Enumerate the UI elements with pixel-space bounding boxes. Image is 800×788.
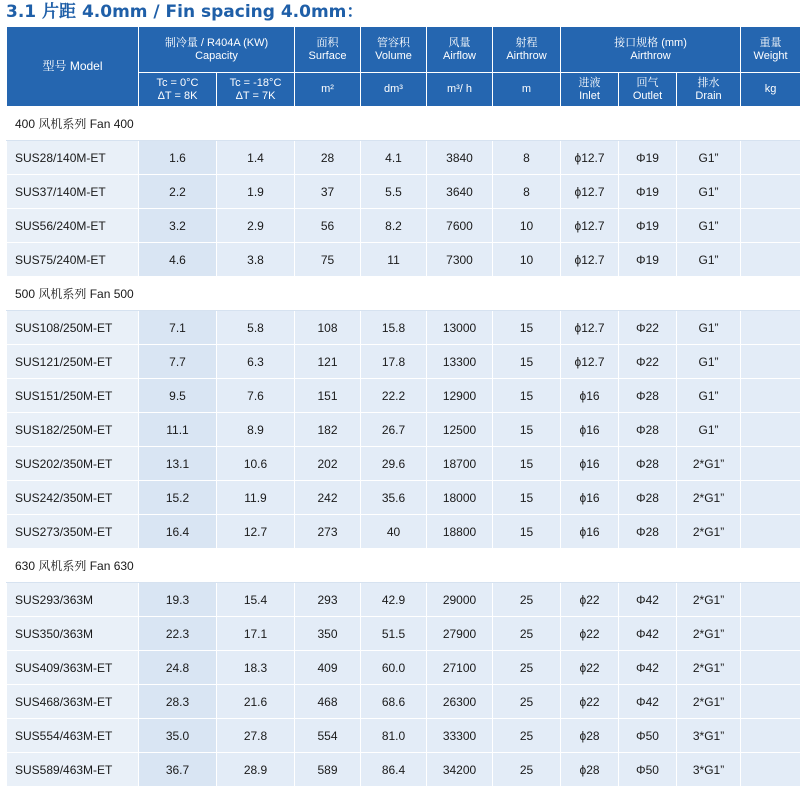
cell-inlet: ϕ22 bbox=[561, 685, 619, 719]
cell-surface: 202 bbox=[295, 447, 361, 481]
cell-inlet: ϕ12.7 bbox=[561, 243, 619, 277]
cell-weight bbox=[741, 651, 800, 685]
cell-surface: 75 bbox=[295, 243, 361, 277]
cell-model: SUS273/350M-ET bbox=[7, 515, 139, 549]
header-airflow-cn: 风量 bbox=[448, 36, 471, 49]
cell-airflow: 13300 bbox=[427, 345, 493, 379]
cell-model: SUS409/363M-ET bbox=[7, 651, 139, 685]
cell-airthrow: 10 bbox=[493, 243, 561, 277]
cell-surface: 293 bbox=[295, 583, 361, 617]
cell-inlet: ϕ12.7 bbox=[561, 141, 619, 175]
cell-outlet: Φ28 bbox=[619, 481, 677, 515]
header-airflow-unit: m³/ h bbox=[427, 73, 493, 107]
cell-weight bbox=[741, 481, 800, 515]
cell-drain: G1” bbox=[677, 141, 741, 175]
cell-volume: 8.2 bbox=[361, 209, 427, 243]
cell-airthrow: 15 bbox=[493, 311, 561, 345]
cell-volume: 17.8 bbox=[361, 345, 427, 379]
cell-capacity-tc-18: 5.8 bbox=[217, 311, 295, 345]
cell-weight bbox=[741, 175, 800, 209]
cell-capacity-tc-18: 12.7 bbox=[217, 515, 295, 549]
cell-drain: G1” bbox=[677, 413, 741, 447]
table-row bbox=[7, 175, 800, 209]
header-connection-en: Airthrow bbox=[630, 49, 671, 62]
cell-surface: 121 bbox=[295, 345, 361, 379]
cell-airthrow: 15 bbox=[493, 379, 561, 413]
cell-model: SUS108/250M-ET bbox=[7, 311, 139, 345]
cell-surface: 37 bbox=[295, 175, 361, 209]
cell-airflow: 3840 bbox=[427, 141, 493, 175]
table-row bbox=[7, 413, 800, 447]
cell-capacity-tc-18: 6.3 bbox=[217, 345, 295, 379]
cell-outlet: Φ19 bbox=[619, 243, 677, 277]
header-tc-minus18 bbox=[217, 73, 295, 107]
cell-capacity-tc0: 22.3 bbox=[139, 617, 217, 651]
cell-volume: 15.8 bbox=[361, 311, 427, 345]
group-row bbox=[7, 107, 800, 141]
header-weight-en: Weight bbox=[753, 49, 788, 62]
header-volume-cn: 管容积 bbox=[377, 36, 411, 49]
cell-airthrow: 15 bbox=[493, 413, 561, 447]
cell-outlet: Φ42 bbox=[619, 617, 677, 651]
cell-volume: 60.0 bbox=[361, 651, 427, 685]
cell-outlet: Φ42 bbox=[619, 651, 677, 685]
cell-airthrow: 25 bbox=[493, 583, 561, 617]
header-airflow bbox=[427, 27, 493, 73]
cell-surface: 28 bbox=[295, 141, 361, 175]
cell-volume: 11 bbox=[361, 243, 427, 277]
cell-capacity-tc-18: 2.9 bbox=[217, 209, 295, 243]
cell-outlet: Φ19 bbox=[619, 175, 677, 209]
cell-outlet: Φ22 bbox=[619, 345, 677, 379]
cell-airflow: 18000 bbox=[427, 481, 493, 515]
table-row bbox=[7, 515, 800, 549]
cell-capacity-tc-18: 18.3 bbox=[217, 651, 295, 685]
cell-capacity-tc-18: 7.6 bbox=[217, 379, 295, 413]
group-label: 500 风机系列 Fan 500 bbox=[7, 277, 800, 311]
cell-drain: 2*G1” bbox=[677, 515, 741, 549]
cell-volume: 42.9 bbox=[361, 583, 427, 617]
cell-weight bbox=[741, 719, 800, 753]
cell-capacity-tc0: 13.1 bbox=[139, 447, 217, 481]
cell-inlet: ϕ22 bbox=[561, 617, 619, 651]
cell-airthrow: 15 bbox=[493, 481, 561, 515]
cell-model: SUS350/363M bbox=[7, 617, 139, 651]
cell-outlet: Φ42 bbox=[619, 583, 677, 617]
cell-weight bbox=[741, 617, 800, 651]
cell-airflow: 26300 bbox=[427, 685, 493, 719]
cell-model: SUS242/350M-ET bbox=[7, 481, 139, 515]
header-capacity-en: Capacity bbox=[195, 49, 238, 62]
cell-model: SUS293/363M bbox=[7, 583, 139, 617]
cell-surface: 108 bbox=[295, 311, 361, 345]
cell-capacity-tc0: 15.2 bbox=[139, 481, 217, 515]
header-connection-cn: 接口规格 (mm) bbox=[614, 36, 687, 49]
cell-inlet: ϕ16 bbox=[561, 447, 619, 481]
header-airflow-en: Airflow bbox=[443, 49, 477, 62]
table-row bbox=[7, 481, 800, 515]
cell-model: SUS121/250M-ET bbox=[7, 345, 139, 379]
cell-drain: G1” bbox=[677, 209, 741, 243]
cell-model: SUS468/363M-ET bbox=[7, 685, 139, 719]
cell-capacity-tc0: 19.3 bbox=[139, 583, 217, 617]
cell-weight bbox=[741, 583, 800, 617]
cell-outlet: Φ28 bbox=[619, 379, 677, 413]
cell-weight bbox=[741, 447, 800, 481]
cell-capacity-tc0: 16.4 bbox=[139, 515, 217, 549]
cell-airthrow: 10 bbox=[493, 209, 561, 243]
header-surface-cn: 面积 bbox=[316, 36, 339, 49]
cell-model: SUS56/240M-ET bbox=[7, 209, 139, 243]
header-airthrow bbox=[493, 27, 561, 73]
page-title: 3.1 片距 4.0mm / Fin spacing 4.0mm： bbox=[6, 2, 364, 22]
cell-weight bbox=[741, 685, 800, 719]
header-tc-0-line2: ΔT = 8K bbox=[157, 89, 198, 102]
cell-volume: 86.4 bbox=[361, 753, 427, 787]
table-row bbox=[7, 753, 800, 787]
cell-capacity-tc-18: 15.4 bbox=[217, 583, 295, 617]
table-row bbox=[7, 209, 800, 243]
cell-weight bbox=[741, 243, 800, 277]
header-tc-minus18-line2: ΔT = 7K bbox=[235, 89, 276, 102]
cell-drain: 2*G1” bbox=[677, 685, 741, 719]
cell-airthrow: 25 bbox=[493, 651, 561, 685]
header-weight bbox=[741, 27, 800, 73]
cell-inlet: ϕ16 bbox=[561, 379, 619, 413]
header-outlet bbox=[619, 73, 677, 107]
cell-capacity-tc0: 11.1 bbox=[139, 413, 217, 447]
cell-outlet: Φ42 bbox=[619, 685, 677, 719]
cell-airflow: 27900 bbox=[427, 617, 493, 651]
cell-drain: 2*G1” bbox=[677, 617, 741, 651]
cell-capacity-tc0: 36.7 bbox=[139, 753, 217, 787]
cell-drain: G1” bbox=[677, 243, 741, 277]
cell-inlet: ϕ12.7 bbox=[561, 311, 619, 345]
cell-capacity-tc-18: 3.8 bbox=[217, 243, 295, 277]
group-label: 400 风机系列 Fan 400 bbox=[7, 107, 800, 141]
cell-capacity-tc0: 4.6 bbox=[139, 243, 217, 277]
cell-drain: G1” bbox=[677, 379, 741, 413]
header-inlet-en: Inlet bbox=[579, 89, 600, 102]
header-outlet-cn: 回气 bbox=[636, 76, 659, 89]
cell-airflow: 12500 bbox=[427, 413, 493, 447]
cell-weight bbox=[741, 753, 800, 787]
cell-airthrow: 25 bbox=[493, 617, 561, 651]
cell-capacity-tc0: 35.0 bbox=[139, 719, 217, 753]
table-row bbox=[7, 719, 800, 753]
cell-airflow: 7600 bbox=[427, 209, 493, 243]
cell-volume: 51.5 bbox=[361, 617, 427, 651]
cell-outlet: Φ50 bbox=[619, 753, 677, 787]
cell-capacity-tc-18: 27.8 bbox=[217, 719, 295, 753]
header-capacity-cn: 制冷量 / R404A (KW) bbox=[164, 36, 269, 49]
cell-volume: 68.6 bbox=[361, 685, 427, 719]
cell-airthrow: 25 bbox=[493, 753, 561, 787]
header-drain bbox=[677, 73, 741, 107]
cell-volume: 35.6 bbox=[361, 481, 427, 515]
cell-capacity-tc-18: 8.9 bbox=[217, 413, 295, 447]
header-tc-0-line1: Tc = 0°C bbox=[156, 76, 199, 89]
cell-model: SUS28/140M-ET bbox=[7, 141, 139, 175]
cell-airflow: 12900 bbox=[427, 379, 493, 413]
header-drain-cn: 排水 bbox=[697, 76, 720, 89]
cell-capacity-tc-18: 17.1 bbox=[217, 617, 295, 651]
cell-inlet: ϕ12.7 bbox=[561, 345, 619, 379]
header-weight-unit: kg bbox=[741, 73, 800, 107]
cell-drain: 3*G1” bbox=[677, 719, 741, 753]
cell-airthrow: 15 bbox=[493, 515, 561, 549]
header-airthrow-unit: m bbox=[493, 73, 561, 107]
cell-airflow: 18700 bbox=[427, 447, 493, 481]
cell-drain: 2*G1” bbox=[677, 583, 741, 617]
header-model: 型号 Model bbox=[7, 27, 139, 107]
cell-outlet: Φ28 bbox=[619, 413, 677, 447]
cell-capacity-tc0: 3.2 bbox=[139, 209, 217, 243]
cell-capacity-tc-18: 1.4 bbox=[217, 141, 295, 175]
header-airthrow-cn: 射程 bbox=[515, 36, 538, 49]
header-inlet-cn: 进液 bbox=[578, 76, 601, 89]
header-surface bbox=[295, 27, 361, 73]
cell-airflow: 27100 bbox=[427, 651, 493, 685]
table-row bbox=[7, 583, 800, 617]
cell-airflow: 18800 bbox=[427, 515, 493, 549]
table-row bbox=[7, 685, 800, 719]
cell-airflow: 7300 bbox=[427, 243, 493, 277]
cell-capacity-tc-18: 10.6 bbox=[217, 447, 295, 481]
cell-outlet: Φ19 bbox=[619, 141, 677, 175]
table-row bbox=[7, 243, 800, 277]
cell-capacity-tc0: 7.1 bbox=[139, 311, 217, 345]
cell-volume: 40 bbox=[361, 515, 427, 549]
cell-model: SUS554/463M-ET bbox=[7, 719, 139, 753]
cell-inlet: ϕ16 bbox=[561, 481, 619, 515]
header-volume bbox=[361, 27, 427, 73]
cell-inlet: ϕ28 bbox=[561, 753, 619, 787]
header-outlet-en: Outlet bbox=[632, 89, 663, 102]
cell-outlet: Φ22 bbox=[619, 311, 677, 345]
cell-inlet: ϕ22 bbox=[561, 583, 619, 617]
table-row bbox=[7, 379, 800, 413]
cell-outlet: Φ28 bbox=[619, 515, 677, 549]
table-row bbox=[7, 311, 800, 345]
cell-volume: 22.2 bbox=[361, 379, 427, 413]
cell-surface: 468 bbox=[295, 685, 361, 719]
cell-model: SUS202/350M-ET bbox=[7, 447, 139, 481]
cell-capacity-tc0: 24.8 bbox=[139, 651, 217, 685]
cell-capacity-tc-18: 1.9 bbox=[217, 175, 295, 209]
cell-model: SUS182/250M-ET bbox=[7, 413, 139, 447]
cell-surface: 242 bbox=[295, 481, 361, 515]
header-airthrow-en: Airthrow bbox=[506, 49, 547, 62]
cell-capacity-tc0: 7.7 bbox=[139, 345, 217, 379]
cell-capacity-tc0: 9.5 bbox=[139, 379, 217, 413]
cell-airflow: 34200 bbox=[427, 753, 493, 787]
cell-inlet: ϕ12.7 bbox=[561, 209, 619, 243]
cell-weight bbox=[741, 413, 800, 447]
cell-model: SUS589/463M-ET bbox=[7, 753, 139, 787]
cell-capacity-tc-18: 11.9 bbox=[217, 481, 295, 515]
cell-airthrow: 25 bbox=[493, 719, 561, 753]
table-row bbox=[7, 345, 800, 379]
header-tc-0 bbox=[139, 73, 217, 107]
cell-surface: 589 bbox=[295, 753, 361, 787]
cell-capacity-tc-18: 28.9 bbox=[217, 753, 295, 787]
cell-drain: G1” bbox=[677, 311, 741, 345]
cell-drain: G1” bbox=[677, 175, 741, 209]
cell-inlet: ϕ28 bbox=[561, 719, 619, 753]
header-weight-cn: 重量 bbox=[759, 36, 782, 49]
cell-capacity-tc0: 1.6 bbox=[139, 141, 217, 175]
cell-outlet: Φ50 bbox=[619, 719, 677, 753]
cell-airflow: 29000 bbox=[427, 583, 493, 617]
cell-drain: 3*G1” bbox=[677, 753, 741, 787]
cell-volume: 5.5 bbox=[361, 175, 427, 209]
header-volume-unit: dm³ bbox=[361, 73, 427, 107]
cell-airflow: 13000 bbox=[427, 311, 493, 345]
cell-model: SUS37/140M-ET bbox=[7, 175, 139, 209]
header-surface-unit: m² bbox=[295, 73, 361, 107]
table-row bbox=[7, 651, 800, 685]
cell-drain: 2*G1” bbox=[677, 481, 741, 515]
table-body bbox=[7, 107, 800, 787]
cell-outlet: Φ19 bbox=[619, 209, 677, 243]
cell-weight bbox=[741, 311, 800, 345]
header-drain-en: Drain bbox=[695, 89, 722, 102]
cell-volume: 29.6 bbox=[361, 447, 427, 481]
cell-surface: 273 bbox=[295, 515, 361, 549]
cell-capacity-tc0: 28.3 bbox=[139, 685, 217, 719]
cell-surface: 409 bbox=[295, 651, 361, 685]
cell-drain: 2*G1” bbox=[677, 651, 741, 685]
cell-inlet: ϕ16 bbox=[561, 515, 619, 549]
header-capacity bbox=[139, 27, 295, 73]
cell-weight bbox=[741, 141, 800, 175]
header-connection bbox=[561, 27, 741, 73]
cell-airflow: 3640 bbox=[427, 175, 493, 209]
spec-table bbox=[6, 26, 800, 787]
cell-surface: 56 bbox=[295, 209, 361, 243]
cell-volume: 26.7 bbox=[361, 413, 427, 447]
cell-outlet: Φ28 bbox=[619, 447, 677, 481]
cell-model: SUS75/240M-ET bbox=[7, 243, 139, 277]
cell-airthrow: 15 bbox=[493, 447, 561, 481]
table-row bbox=[7, 447, 800, 481]
cell-model: SUS151/250M-ET bbox=[7, 379, 139, 413]
table-header bbox=[7, 27, 800, 107]
cell-airthrow: 25 bbox=[493, 685, 561, 719]
header-surface-en: Surface bbox=[308, 49, 347, 62]
cell-weight bbox=[741, 515, 800, 549]
cell-inlet: ϕ22 bbox=[561, 651, 619, 685]
header-inlet bbox=[561, 73, 619, 107]
cell-capacity-tc-18: 21.6 bbox=[217, 685, 295, 719]
cell-weight bbox=[741, 209, 800, 243]
cell-volume: 81.0 bbox=[361, 719, 427, 753]
cell-drain: G1” bbox=[677, 345, 741, 379]
cell-volume: 4.1 bbox=[361, 141, 427, 175]
cell-surface: 554 bbox=[295, 719, 361, 753]
cell-airthrow: 8 bbox=[493, 141, 561, 175]
cell-surface: 182 bbox=[295, 413, 361, 447]
group-label: 630 风机系列 Fan 630 bbox=[7, 549, 800, 583]
cell-airthrow: 15 bbox=[493, 345, 561, 379]
group-row bbox=[7, 549, 800, 583]
cell-weight bbox=[741, 379, 800, 413]
cell-drain: 2*G1” bbox=[677, 447, 741, 481]
cell-capacity-tc0: 2.2 bbox=[139, 175, 217, 209]
cell-inlet: ϕ12.7 bbox=[561, 175, 619, 209]
cell-surface: 151 bbox=[295, 379, 361, 413]
cell-surface: 350 bbox=[295, 617, 361, 651]
cell-airthrow: 8 bbox=[493, 175, 561, 209]
table-row bbox=[7, 141, 800, 175]
cell-weight bbox=[741, 345, 800, 379]
header-volume-en: Volume bbox=[375, 49, 412, 62]
cell-inlet: ϕ16 bbox=[561, 413, 619, 447]
header-tc-minus18-line1: Tc = -18°C bbox=[229, 76, 282, 89]
group-row bbox=[7, 277, 800, 311]
table-row bbox=[7, 617, 800, 651]
cell-airflow: 33300 bbox=[427, 719, 493, 753]
